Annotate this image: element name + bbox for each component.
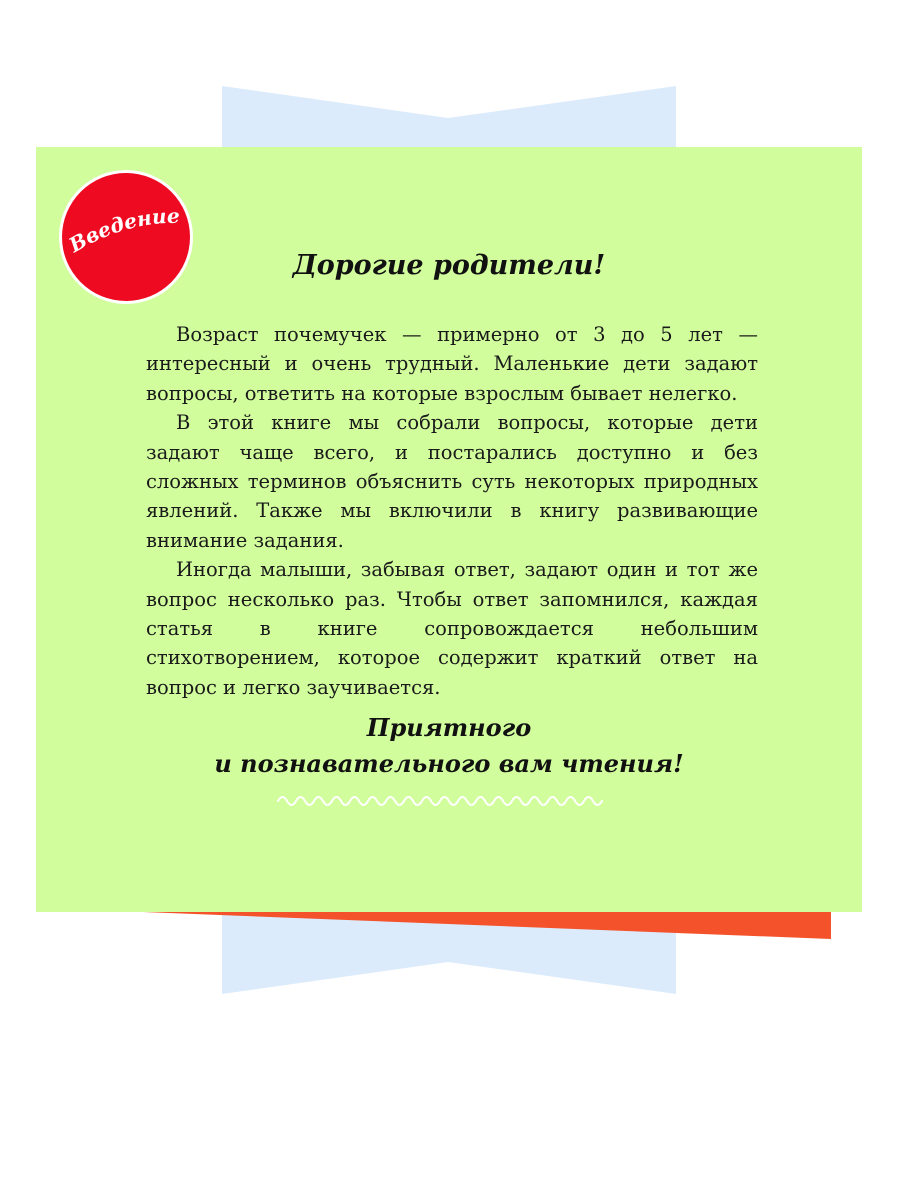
badge-label: Введение <box>64 203 180 258</box>
closing-wish <box>36 710 862 782</box>
intro-body <box>146 320 758 702</box>
paragraph-1: Возраст почемучек — примерно от 3 до 5 лет — интересный и очень трудный. Маленькие дети задают вопросы, ответить на которые взрослым бывает нелегко. <box>146 323 758 405</box>
greeting-heading: Дорогие родители! <box>292 250 606 281</box>
closing-line-1: Приятного <box>366 713 532 742</box>
wave-divider <box>276 793 618 809</box>
paragraph-3: Иногда малыши, забывая ответ, задают один и тот же вопрос несколько раз. Чтобы ответ запомнился, каждая статья в книге сопровождается небольшим стихотворением, которое содержит краткий ответ на вопрос и легко заучивается. <box>146 558 758 699</box>
closing-line-2: и познавательного вам чтения! <box>214 749 684 778</box>
paragraph-2: В этой книге мы собрали вопросы, которые дети задают чаще всего, и постарались доступно и без сложных терминов объяснить суть некоторых природных явлений. Также мы включили в книгу развивающие внимание задания. <box>146 411 758 552</box>
